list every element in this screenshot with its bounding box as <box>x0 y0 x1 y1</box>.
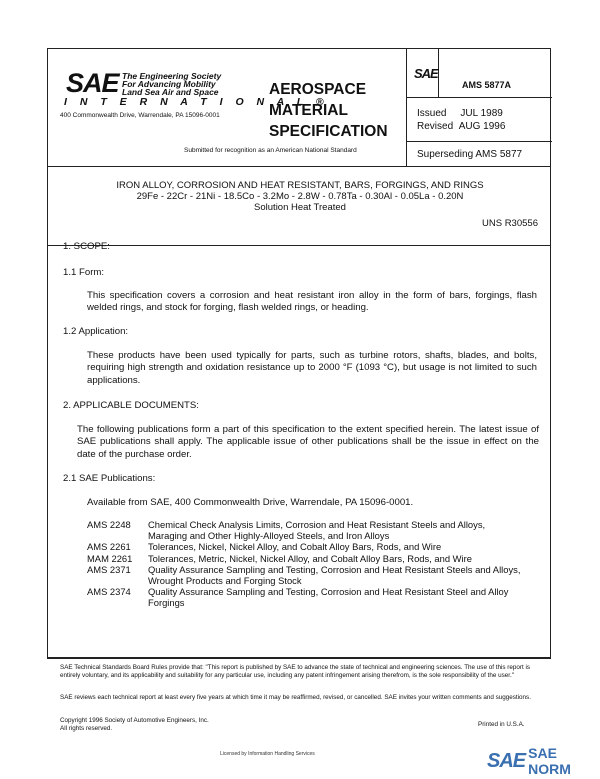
section-1-1-heading: 1.1 Form: <box>63 267 105 278</box>
section-1-2-text: These products have been used typically for parts, such as turbine rotors, shafts, blades, and bolts, requiring high strength and oxidation resistance up to 2000 °F (1093 °C), but usage is not limited to such applications. <box>87 350 537 386</box>
list-item: AMS 2374 Quality Assurance Sampling and Testing, Corrosion and Heat Resistant Steel and Alloy Forgings <box>87 586 509 609</box>
section-1-1-text: This specification covers a corrosion and heat resistant iron alloy in the form of bars, forgings, flash welded rings, and stock for forging, flash welded rings, or heading. <box>87 290 537 314</box>
document-title: AEROSPACE MATERIAL SPECIFICATION <box>269 81 388 140</box>
submitted-note: Submitted for recognition as an American National Standard <box>184 147 357 154</box>
list-item: AMS 2261 Tolerances, Nickel, Nickel Alloy, and Cobalt Alloy Bars, Rods, and Wire <box>87 541 442 553</box>
footer-note-1: SAE Technical Standards Board Rules provide that: "This report is published by SAE to advance the state of technical and engineering sciences. The use of this report is entirely voluntary, and its applicability and suitability for any particular use, including any patent infringement arising therefrom, is the sole responsibility of the user." <box>60 664 530 679</box>
sae-address: 400 Commonwealth Drive, Warrendale, PA 15096-0001 <box>60 112 220 119</box>
footer-rule <box>47 658 551 659</box>
copyright: Copyright 1996 Society of Automotive Engineers, Inc. All rights reserved. <box>60 717 209 732</box>
section-1-2-heading: 1.2 Application: <box>63 326 129 337</box>
superseding: Superseding AMS 5877 <box>417 149 523 160</box>
issued-divider <box>406 97 552 98</box>
international-label: I N T E R N A T I O N A L ® <box>64 96 329 108</box>
sae-small-logo: SAE <box>414 66 438 81</box>
footer-note-2: SAE reviews each technical report at least every five years at which time it may be reaffirmed, revised, or cancelled. SAE invites your written comments and suggestions. <box>60 694 531 701</box>
section-2-1-availability: Available from SAE, 400 Commonwealth Drive, Warrendale, PA 15096-0001. <box>87 497 414 508</box>
section-2-text: The following publications form a part of this specification to the extent specified herein. The latest issue of SAE publications shall apply. The applicable issue of other publications shall be the issue in effect on the date of the purchase order. <box>77 424 539 460</box>
subject-block <box>60 180 540 213</box>
uns-divider <box>48 245 550 246</box>
section-2-heading: 2. APPLICABLE DOCUMENTS: <box>63 400 199 411</box>
section-2-1-heading: 2.1 SAE Publications: <box>63 473 156 484</box>
list-item: AMS 2371 Quality Assurance Sampling and Testing, Corrosion and Heat Resistant Steels and Alloys, Wrought Products and Forging Stock <box>87 563 521 587</box>
license-note: Licensed by Information Handling Services <box>220 751 315 757</box>
section-1-heading: 1. SCOPE: <box>63 241 110 252</box>
subject-line-3: Solution Heat Treated <box>254 202 346 213</box>
superseding-divider <box>406 141 552 142</box>
society-tagline: The Engineering Society For Advancing Mobility Land Sea Air and Space <box>122 71 222 97</box>
header-divider <box>48 166 550 167</box>
uns-number: UNS R30556 <box>482 218 538 229</box>
issue-dates: Issued JUL 1989 Revised AUG 1996 <box>417 108 506 132</box>
subject-line-2: 29Fe - 22Cr - 21Ni - 18.5Co - 3.2Mo - 2.8W - 0.78Ta - 0.30Al - 0.05La - 0.20N <box>136 191 464 202</box>
ams-number: AMS 5877A <box>462 80 512 90</box>
list-item: MAM 2261 Tolerances, Metric, Nickel, Nickel Alloy, and Cobalt Alloy Bars, Rods, and Wire <box>87 552 472 564</box>
sae-norm-logo: SAE SAE NORM <box>487 745 571 777</box>
sae-logo: SAE <box>66 68 119 98</box>
printed-in: Printed in U.S.A. <box>478 721 525 728</box>
reference-document-list <box>87 519 526 609</box>
subject-line-1: IRON ALLOY, CORROSION AND HEAT RESISTANT, BARS, FORGINGS, AND RINGS <box>116 180 484 191</box>
list-item: AMS 2248 Chemical Check Analysis Limits, Corrosion and Heat Resistant Steels and Alloys, Maraging and Other Highly-Alloyed Steels, and Iron Alloys <box>87 519 486 542</box>
